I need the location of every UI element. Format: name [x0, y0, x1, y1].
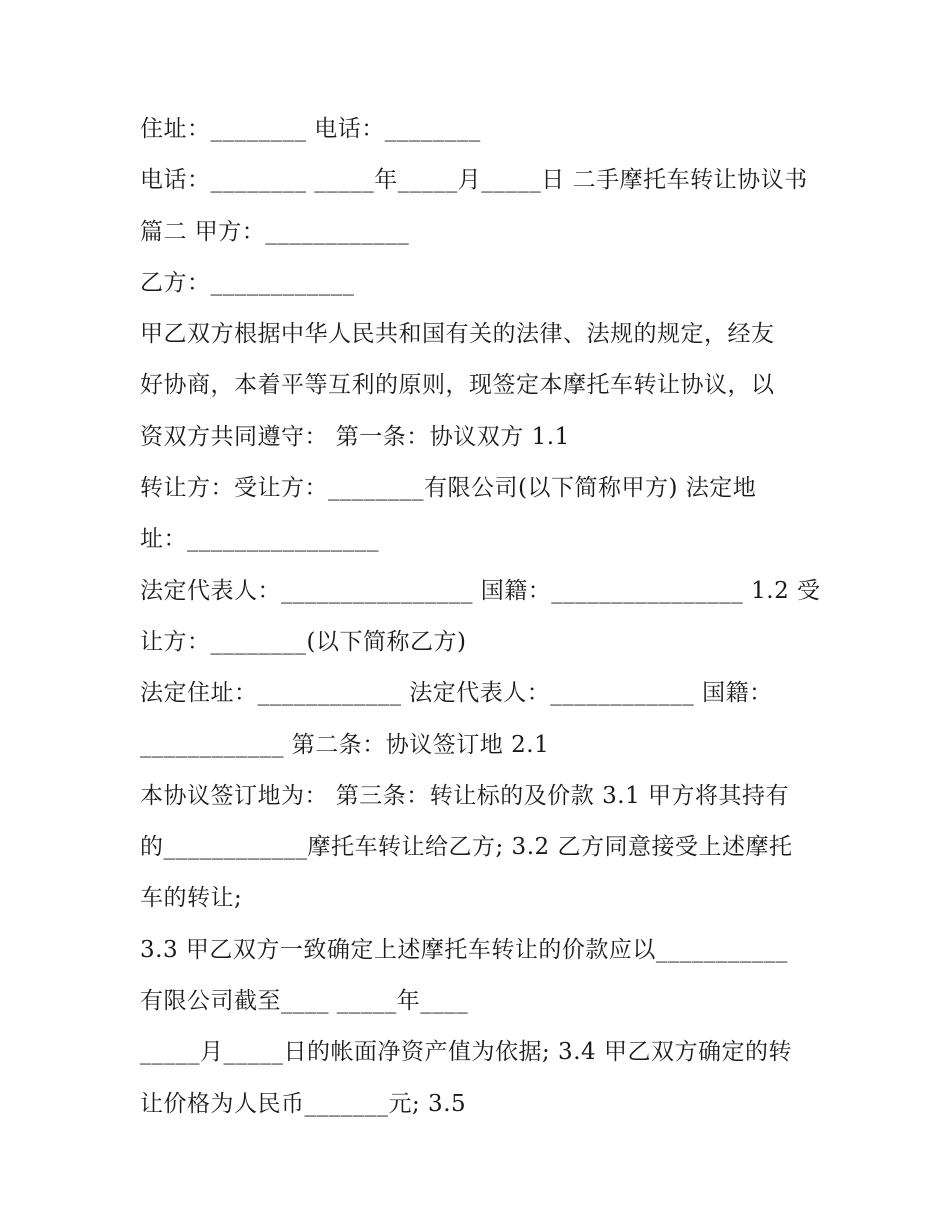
text-line: 资双方共同遵守： 第一条：协议双方 1.1	[140, 423, 570, 450]
text-line: 本协议签订地为： 第三条：转让标的及价款 3.1 甲方将其持有	[140, 782, 790, 809]
text-line: ____________ 第二条：协议签订地 2.1	[140, 731, 550, 758]
text-line: 车的转让;	[140, 885, 243, 912]
text-line: 让价格为人民币_______元; 3.5	[140, 1090, 467, 1117]
text-line: 法定住址：____________ 法定代表人：____________ 国籍：	[140, 680, 773, 707]
text-line: 好协商，本着平等互利的原则，现签定本摩托车转让协议，以	[140, 372, 775, 399]
text-line: 的____________摩托车转让给乙方; 3.2 乙方同意接受上述摩托	[140, 834, 793, 861]
text-line: 住址：________ 电话：________	[140, 116, 481, 142]
text-line: 甲乙双方根据中华人民共和国有关的法律、法规的规定，经友	[140, 321, 775, 348]
text-line: 有限公司截至____ _____年____	[140, 988, 469, 1015]
text-line: 址：________________	[140, 526, 379, 553]
text-line: _____月_____日的帐面净资产值为依据; 3.4 甲乙双方确定的转	[140, 1039, 792, 1066]
text-line: 乙方：____________	[140, 269, 355, 296]
document-body	[140, 104, 830, 1130]
text-line: 篇二 甲方：____________	[140, 218, 410, 245]
text-line: 法定代表人：________________ 国籍：________________ 1.2 受	[140, 577, 821, 604]
text-line: 3.3 甲乙双方一致确定上述摩托车转让的价款应以___________	[140, 936, 788, 963]
text-line: 让方：________(以下简称乙方)	[140, 628, 467, 655]
text-line: 电话：________ _____年_____月_____日 二手摩托车转让协议书	[140, 167, 808, 194]
text-line: 转让方：受让方：________有限公司(以下简称甲方) 法定地	[140, 475, 757, 502]
